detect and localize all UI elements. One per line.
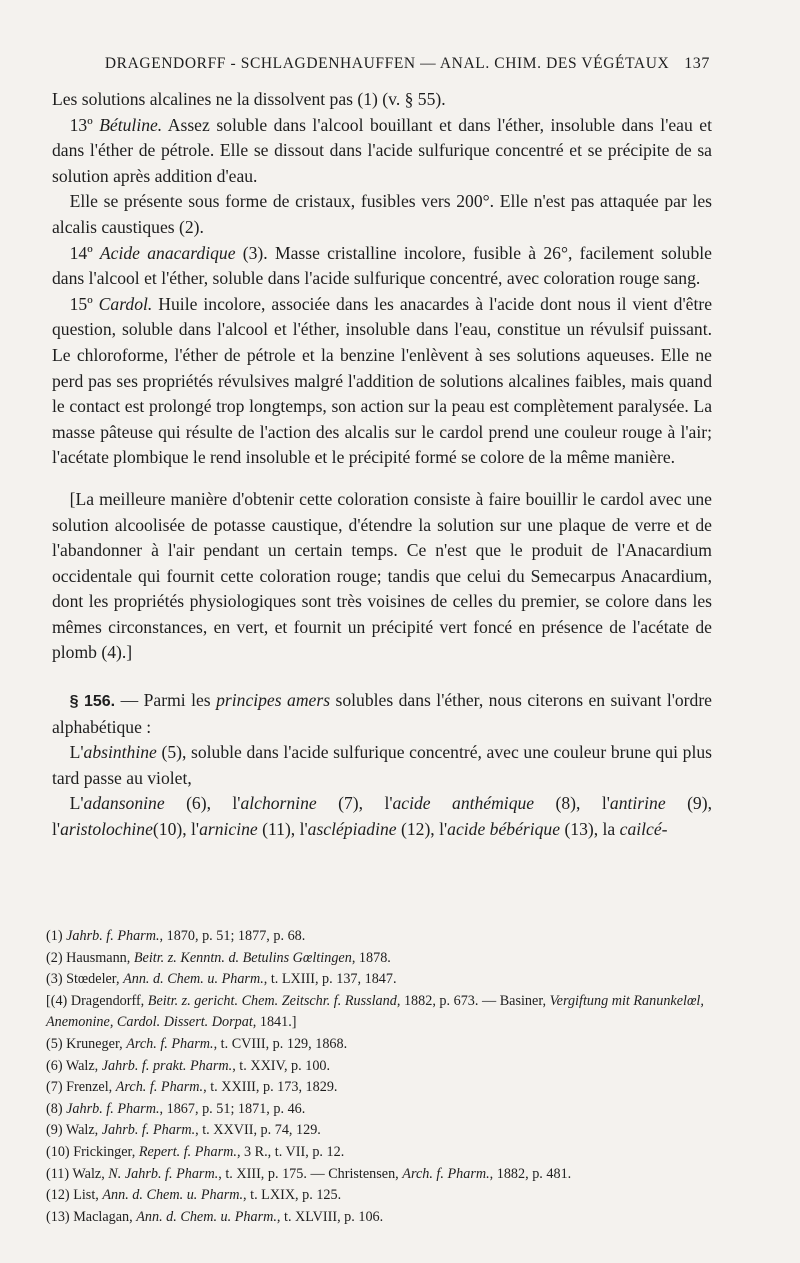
footnote-source: Jahrb. f. prakt. Pharm. [101, 1057, 233, 1074]
footnote-source: Ann. d. Chem. u. Pharm. [123, 971, 264, 988]
footnote [46, 1120, 714, 1142]
footnote-number: (7) [46, 1079, 67, 1096]
footnote [46, 1164, 714, 1186]
footnote-source: Vergiftung mit Ranunkelœl, Anemonine, Cardol. Dissert. Dorpat [46, 992, 704, 1031]
page-number: 137 [684, 55, 710, 72]
footnote-text: , t. LXIII, p. 137, 1847. [263, 971, 397, 988]
footnote-source: Repert. f. Pharm. [138, 1143, 237, 1160]
footnote-text: Frenzel, [66, 1079, 116, 1096]
footnote [46, 1185, 714, 1207]
footnote [46, 1077, 714, 1099]
footnote-text: Hausmann, [66, 949, 134, 966]
footnote-text: , t. CVIII, p. 129, 1868. [213, 1035, 348, 1052]
footnote-text: , t. XXIII, p. 173, 1829. [203, 1079, 338, 1096]
section-number: § 156. [69, 693, 116, 711]
footnote-source: N. Jahrb. f. Pharm. [108, 1165, 219, 1182]
footnote-text: Kruneger, [66, 1035, 127, 1052]
footnote-number: (10) [46, 1143, 74, 1160]
paragraph: Les solutions alcalines ne la dissolvent pas (1) (v. § 55). [52, 89, 446, 109]
footnote [46, 948, 714, 970]
footnote-text: , 1878. [351, 949, 391, 966]
paragraph: Elle se présente sous forme de cristaux, fusibles vers 200°. Elle n'est pas attaquée par les alcalis caustiques (2). [52, 191, 712, 237]
footnote [46, 969, 714, 991]
footnote-source: Arch. f. Pharm. [115, 1079, 204, 1096]
footnote-text: Frickinger, [73, 1143, 139, 1160]
footnote-source: Jahrb. f. Pharm. [101, 1122, 196, 1139]
footnote-text: Walz, [65, 1122, 102, 1139]
footnote-text: , 1882, p. 481. [489, 1165, 572, 1182]
footnote-text: Walz, [65, 1057, 102, 1074]
footnote-source: Arch. f. Pharm. [402, 1165, 490, 1182]
footnote-text: , t. XLVIII, p. 106. [276, 1208, 384, 1225]
footnote-number: (12) [46, 1187, 74, 1204]
footnote-text: , t. XIII, p. 175. — Christensen, [218, 1165, 403, 1182]
footnote-text: , t. XXIV, p. 100. [232, 1057, 331, 1074]
footnote-source: Arch. f. Pharm. [126, 1035, 214, 1052]
footnote-source: Ann. d. Chem. u. Pharm. [136, 1208, 277, 1225]
footnote-number: [(4) [46, 992, 71, 1009]
footnote-source: Beitr. z. Kenntn. d. Betulins Gœltingen [133, 949, 352, 966]
footnote-source: Beitr. z. gericht. Chem. Zeitschr. f. Russland [147, 992, 397, 1009]
footnote [46, 1099, 714, 1121]
footnote-number: (11) [46, 1165, 73, 1182]
footnote-text: Dragendorff, [70, 992, 148, 1009]
footnote [46, 926, 714, 948]
footnote-text: , 1867, p. 51; 1871, p. 46. [159, 1100, 306, 1117]
footnote-number: (6) [46, 1057, 66, 1074]
footnote-text: Stœdeler, [66, 971, 124, 988]
footnote-text: , 1841.] [252, 1014, 297, 1031]
footnote [46, 1056, 714, 1078]
footnote-text: , 1870, p. 51; 1877, p. 68. [159, 928, 306, 944]
footnote-text: List, [73, 1187, 103, 1204]
paragraph-bracket-note: [La meilleure manière d'obtenir cette coloration consiste à faire bouillir le cardol avec une solution alcoolisée de potasse caustique, d'étendre la solution sur une plaque de verre et de l'abandonner à l'air pendant un certain temps. Ce n'est que le produit de l'Anacardium occidentale qui fournit cette coloration rouge; tandis que celui du Semecarpus Anacardium, dont les propriétés physiologiques sont très voisines de celles du premier, se colore dans les mêmes circonstances, en vert, et fournit un précipité vert foncé en présence de l'acétate de plomb (4).] [52, 488, 712, 663]
paragraph-betuline: 13º Bétuline. Assez soluble dans l'alcool bouillant et dans l'éther, insoluble dans l'eau et dans l'éther de pétrole. Elle se dissout dans l'acide sulfurique concentré et se précipite de sa solution après addition d'eau. [52, 114, 712, 186]
footnote-text: , 1882, p. 673. — Basiner, [396, 992, 550, 1009]
footnote [46, 1142, 714, 1164]
footnotes [46, 926, 714, 1228]
footnote-number: (2) [46, 949, 67, 966]
footnote-text: , t. LXIX, p. 125. [243, 1187, 342, 1204]
footnote [46, 991, 714, 1034]
footnote-number: (1) [46, 928, 67, 944]
footnote-number: (9) [46, 1122, 66, 1139]
footnote [46, 1207, 714, 1229]
footnote-source: Jahrb. f. Pharm. [66, 1100, 160, 1117]
footnote-number: (3) [46, 971, 67, 988]
running-title: DRAGENDORFF - SCHLAGDENHAUFFEN — ANAL. CHIM. DES VÉGÉTAUX [104, 55, 670, 72]
footnote-text: , 3 R., t. VII, p. 12. [236, 1143, 345, 1160]
footnote-number: (13) [46, 1208, 74, 1225]
running-header [80, 55, 710, 73]
footnote-source: Ann. d. Chem. u. Pharm. [102, 1187, 244, 1204]
main-text [52, 87, 712, 843]
paragraph-cardol: 15º Cardol. Huile incolore, associée dans les anacardes à l'acide dont nous il vient d'être question, soluble dans l'alcool et l'éther, insoluble dans l'eau, constitue un révulsif puissant. Le chloroforme, l'éther de pétrole et la benzine l'enlèvent à ses solutions aqueuses. Elle ne perd pas ses propriétés révulsives malgré l'addition de solutions alcalines faibles, mais quand le contact est prolongé trop longtemps, son action sur la peau est complètement paralysée. La masse pâteuse qui résulte de l'action des alcalis sur le cardol prend une couleur rouge à l'air; l'acétate plombique le rend insoluble et le précipité formé se colore de la même manière. [52, 293, 713, 468]
footnote-text: Maclagan, [73, 1208, 137, 1225]
footnote-text: Walz, [72, 1165, 109, 1182]
footnote [46, 1034, 714, 1056]
footnote-number: (8) [46, 1100, 67, 1117]
footnote-number: (5) [46, 1035, 67, 1052]
footnote-source: Jahrb. f. Pharm. [66, 928, 160, 944]
paragraph-absinthine: L'absinthine (5), soluble dans l'acide sulfurique concentré, avec une couleur brune qui plus tard passe au violet, [52, 742, 712, 788]
paragraph-list: L'adansonine (6), l'alchornine (7), l'acide anthémique (8), l'antirine (9), l'aristolochine(10), l'arnicine (11), l'asclépiadine (12), l'acide bébérique (13), la cailcé- [52, 793, 712, 840]
footnote-text: , t. XXVII, p. 74, 129. [195, 1122, 321, 1139]
paragraph-acide-anacardique: 14º Acide anacardique (3). Masse cristalline incolore, fusible à 26°, facilement soluble dans l'alcool et l'éther, soluble dans l'acide sulfurique concentré, avec coloration rouge sang. [52, 242, 712, 289]
paragraph-section-156: § 156. — Parmi les principes amers solubles dans l'éther, nous citerons en suivant l'ordre alphabétique : [52, 690, 712, 737]
